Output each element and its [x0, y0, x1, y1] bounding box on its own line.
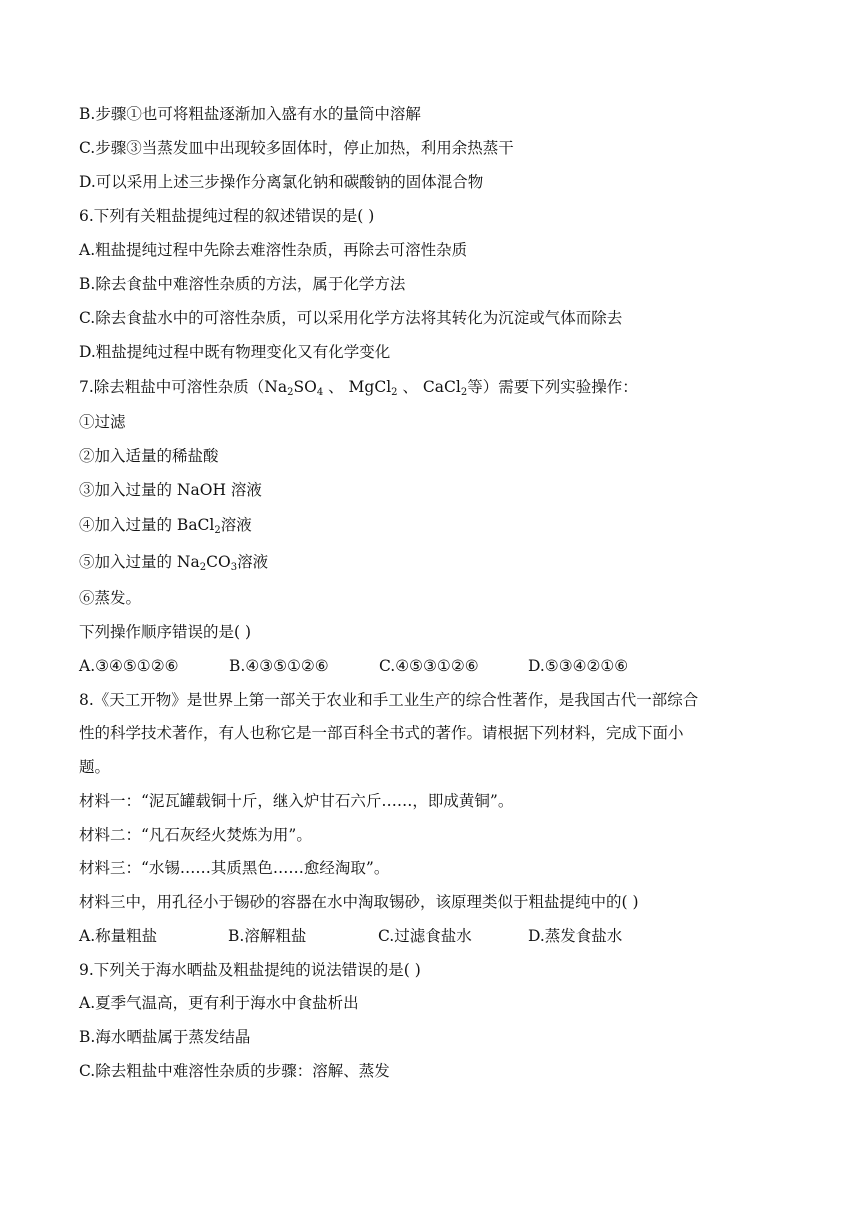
q8-option-d: D.蒸发食盐水	[528, 927, 623, 945]
q9-stem: 9.下列关于海水晒盐及粗盐提纯的说法错误的是( )	[79, 961, 421, 979]
q6-option-a: A.粗盐提纯过程中先除去难溶性杂质，再除去可溶性杂质	[79, 241, 468, 259]
q9-option-a: A.夏季气温高，更有利于海水中食盐析出	[79, 994, 359, 1012]
q8-option-c: C.过滤食盐水	[378, 927, 472, 945]
formula-cacl2: CaCl$_2$	[422, 378, 468, 398]
q8-question: 材料三中，用孔径小于锡砂的容器在水中淘取锡砂，该原理类似于粗盐提纯中的( )	[79, 893, 639, 911]
q7-option-c: C.④⑤③①②⑥	[379, 657, 479, 675]
q6-stem: 6.下列有关粗盐提纯过程的叙述错误的是( )	[79, 207, 375, 225]
q8-stem-line-2: 性的科学技术著作，有人也称它是一部百科全书式的著作。请根据下列材料，完成下面小	[79, 724, 684, 742]
q7-option-d: D.⑤③④②①⑥	[528, 657, 629, 675]
q7-option-b: B.④③⑤①②⑥	[229, 657, 329, 675]
formula-na2so4: $Na_2SO_4$	[264, 378, 324, 398]
q9-option-b: B.海水晒盐属于蒸发结晶	[79, 1028, 251, 1046]
q7-question: 下列操作顺序错误的是( )	[79, 623, 252, 641]
q5-option-d: D.可以采用上述三步操作分离氯化钠和碳酸钠的固体混合物	[79, 173, 484, 191]
q6-option-b: B.除去食盐中难溶性杂质的方法，属于化学方法	[79, 275, 406, 293]
q5-option-c: C.步骤③当蒸发皿中出现较多固体时，停止加热，利用余热蒸干	[79, 139, 514, 157]
q7-step-4: ④加入过量的 BaCl$_2$溶液	[79, 516, 252, 536]
formula-mgcl2: MgCl$_2$	[348, 378, 398, 398]
q7-step-3: ③加入过量的 NaOH 溶液	[79, 481, 262, 499]
q8-option-a: A.称量粗盐	[79, 927, 158, 945]
q7-step-5: ⑤加入过量的 $Na_2CO_3$溶液	[79, 553, 269, 573]
q8-material-1: 材料一：“泥瓦罐载铜十斤，继入炉甘石六斤……，即成黄铜”。	[79, 792, 514, 810]
q7-step-6: ⑥蒸发。	[79, 589, 142, 607]
q8-option-b: B.溶解粗盐	[228, 927, 307, 945]
q6-option-c: C.除去食盐水中的可溶性杂质，可以采用化学方法将其转化为沉淀或气体而除去	[79, 309, 623, 327]
q9-option-c: C.除去粗盐中难溶性杂质的步骤：溶解、蒸发	[79, 1062, 390, 1080]
q8-material-3: 材料三：“水锡……其质黑色……愈经淘取”。	[79, 859, 390, 877]
q7-step-1: ①过滤	[79, 413, 126, 431]
q6-option-d: D.粗盐提纯过程中既有物理变化又有化学变化	[79, 343, 391, 361]
q7-step-2: ②加入适量的稀盐酸	[79, 447, 219, 465]
q8-material-2: 材料二：“凡石灰经火焚炼为用”。	[79, 826, 312, 844]
q7-intro: 7.除去粗盐中可溶性杂质（	[79, 378, 265, 396]
q7-option-a: A.③④⑤①②⑥	[79, 657, 179, 675]
q8-stem-line-3: 题。	[79, 758, 111, 776]
q8-stem-line-1: 8.《天工开物》是世界上第一部关于农业和手工业生产的综合性著作，是我国古代一部综合	[79, 691, 699, 709]
q5-option-b: B.步骤①也可将粗盐逐渐加入盛有水的量筒中溶解	[79, 105, 421, 123]
q7-outro: 等）需要下列实验操作：	[467, 378, 638, 396]
q7-stem: 7.除去粗盐中可溶性杂质（$Na_2SO_4$ 、 MgCl$_2$ 、 CaCl$_2$等）需要下列实验操作：	[79, 378, 638, 398]
